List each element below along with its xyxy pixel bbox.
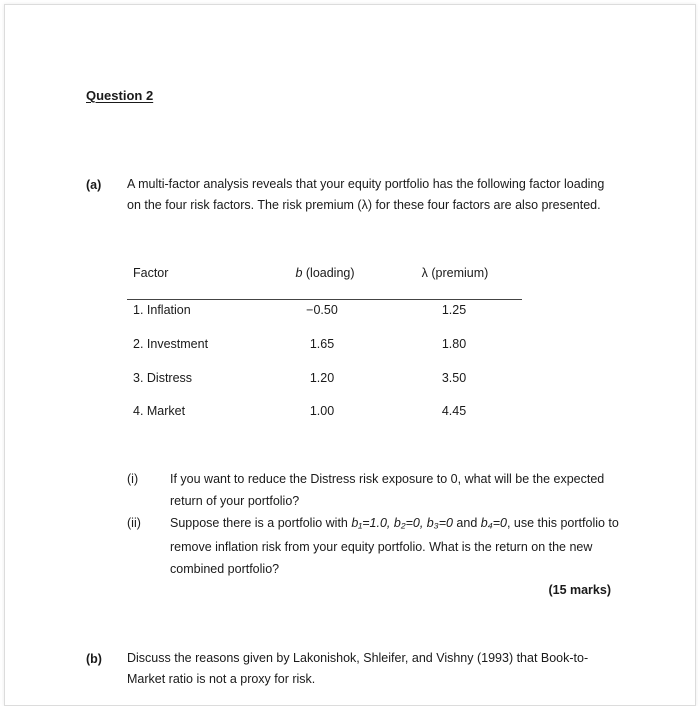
part-a-label: (a) [86,178,102,192]
subquestion-i-label: (i) [127,472,139,486]
table-row-4-factor: 4. Market [133,404,186,418]
table-row-3-premium: 3.50 [441,371,467,385]
table-header-rule [127,299,522,300]
subquestion-ii-and: and [452,516,481,530]
loading-symbol: b [295,266,303,280]
subquestion-ii-line3: combined portfolio? [170,562,280,576]
part-a-intro-line1: A multi-factor analysis reveals that your equity portfolio has the following factor loading [127,177,605,191]
part-b-label: (b) [86,652,102,666]
part-b-line1: Discuss the reasons given by Lakonishok, Shleifer, and Vishny (1993) that Book-to- [127,651,589,665]
table-row-2-premium: 1.80 [441,337,467,351]
table-row-4-premium: 4.45 [441,404,467,418]
subquestion-ii-formula2: b₄=0 [480,516,507,530]
question-title: Question 2 [86,88,154,103]
table-header-premium: λ (premium) [421,266,489,280]
table-header-loading [285,266,365,280]
table-row-3-factor: 3. Distress [133,371,193,385]
part-b-line2: Market ratio is not a proxy for risk. [127,672,316,686]
subquestion-ii-line1-prefix: Suppose there is a portfolio with [170,516,352,530]
subquestion-i-line1: If you want to reduce the Distress risk exposure to 0, what will be the expected [170,472,605,486]
part-a-intro-line2: on the four risk factors. The risk premium (λ) for these four factors are also presented. [127,198,601,212]
table-row-2-factor: 2. Investment [133,337,209,351]
table-header-loading-text: b (loading) [295,266,355,280]
subquestion-i-line2: return of your portfolio? [170,494,300,508]
table-row-1-factor: 1. Inflation [133,303,191,317]
subquestion-ii-line2: remove inflation risk from your equity portfolio. What is the return on the new [170,540,593,554]
table-row-3-loading: 1.20 [309,371,335,385]
table-row-2-loading: 1.65 [309,337,335,351]
document-page [4,4,696,706]
subquestion-ii-formula: b₁=1.0, b₂=0, b₃=0 [351,516,453,530]
table-header-factor: Factor [133,266,169,280]
subquestion-ii-label: (ii) [127,516,141,530]
marks-allocation: (15 marks) [548,583,611,597]
subquestion-ii-line1 [170,513,619,534]
table-row-1-premium: 1.25 [441,303,467,317]
subquestion-ii-line1-suffix: , use this portfolio to [506,516,619,530]
table-row-1-loading: −0.50 [306,303,338,317]
table-row-4-loading: 1.00 [309,404,335,418]
